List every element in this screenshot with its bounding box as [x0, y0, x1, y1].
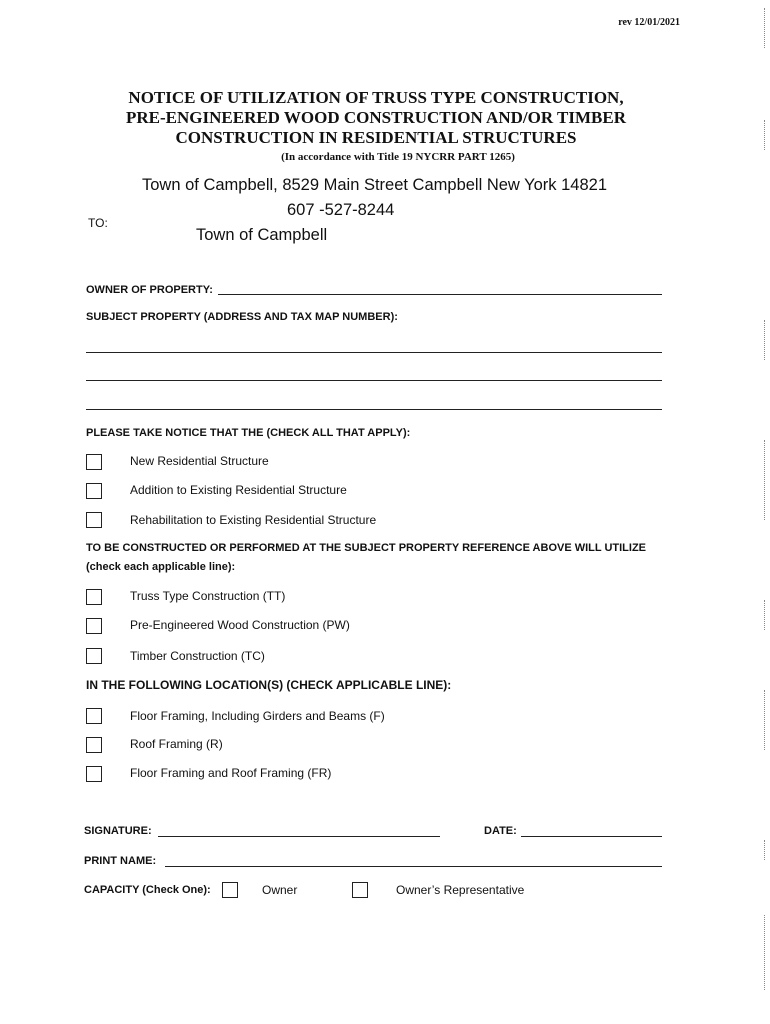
capacity-label: CAPACITY (Check One): — [84, 884, 211, 896]
checkbox-floor-and-roof-framing[interactable] — [86, 766, 102, 782]
checkbox-addition-existing[interactable] — [86, 483, 102, 499]
town-name: Town of Campbell — [196, 226, 328, 244]
subject-property-line-1[interactable] — [86, 352, 662, 353]
option-pre-engineered-wood: Pre-Engineered Wood Construction (PW) — [130, 618, 350, 632]
title-line-1: NOTICE OF UTILIZATION OF TRUSS TYPE CONSTRUCTION, — [128, 88, 624, 107]
town-phone: 607 -527-8244 — [287, 201, 395, 219]
checkbox-rehabilitation[interactable] — [86, 512, 102, 528]
scan-edge-mark — [764, 8, 765, 48]
date-label: DATE: — [484, 825, 517, 837]
revision-date: rev 12/01/2021 — [618, 17, 680, 28]
signature-label: SIGNATURE: — [84, 825, 152, 837]
subject-property-line-2[interactable] — [86, 380, 662, 381]
option-timber: Timber Construction (TC) — [130, 649, 265, 663]
signature-field[interactable] — [158, 836, 440, 837]
scan-edge-mark — [764, 690, 765, 750]
checkbox-floor-framing[interactable] — [86, 708, 102, 724]
option-addition-existing: Addition to Existing Residential Structure — [130, 483, 347, 497]
title-line-3: CONSTRUCTION IN RESIDENTIAL STRUCTURES — [175, 128, 577, 147]
option-rehabilitation: Rehabilitation to Existing Residential Structure — [130, 513, 377, 527]
option-roof-framing: Roof Framing (R) — [130, 737, 223, 751]
owner-of-property-label: OWNER OF PROPERTY: — [86, 284, 213, 296]
option-floor-framing: Floor Framing, Including Girders and Beams (F) — [130, 709, 385, 723]
date-field[interactable] — [521, 836, 662, 837]
subject-property-label: SUBJECT PROPERTY (ADDRESS AND TAX MAP NUMBER): — [86, 311, 398, 323]
checkbox-pre-engineered-wood[interactable] — [86, 618, 102, 634]
scan-edge-mark — [764, 120, 765, 150]
checkbox-new-residential[interactable] — [86, 454, 102, 470]
print-name-label: PRINT NAME: — [84, 855, 157, 867]
checkbox-timber[interactable] — [86, 648, 102, 664]
capacity-representative-label: Owner’s Representative — [396, 883, 525, 897]
scan-edge-mark — [764, 915, 765, 990]
checkbox-capacity-owner[interactable] — [222, 882, 238, 898]
construction-heading-line-1: TO BE CONSTRUCTED OR PERFORMED AT THE SUBJECT PROPERTY REFERENCE ABOVE WILL UTILIZE — [86, 542, 647, 554]
town-address: Town of Campbell, 8529 Main Street Campbell New York 14821 — [142, 176, 608, 194]
option-new-residential: New Residential Structure — [130, 454, 269, 468]
scan-edge-mark — [764, 600, 765, 630]
subject-property-line-3[interactable] — [86, 409, 662, 410]
form-subtitle: (In accordance with Title 19 NYCRR PART 1265) — [281, 151, 515, 163]
print-name-field[interactable] — [165, 866, 662, 867]
checkbox-roof-framing[interactable] — [86, 737, 102, 753]
checkbox-capacity-representative[interactable] — [352, 882, 368, 898]
location-heading: IN THE FOLLOWING LOCATION(S) (CHECK APPLICABLE LINE): — [86, 678, 452, 692]
option-floor-and-roof-framing: Floor Framing and Roof Framing (FR) — [130, 766, 332, 780]
form-title — [0, 88, 752, 148]
scan-edge-mark — [764, 840, 765, 860]
capacity-owner-label: Owner — [262, 883, 298, 897]
scan-edge-mark — [764, 320, 765, 360]
owner-of-property-field[interactable] — [218, 294, 662, 295]
checkbox-truss-type[interactable] — [86, 589, 102, 605]
scan-edge-mark — [764, 440, 765, 520]
construction-heading-line-2: (check each applicable line): — [86, 561, 236, 573]
notice-heading: PLEASE TAKE NOTICE THAT THE (CHECK ALL THAT APPLY): — [86, 427, 411, 439]
option-truss-type: Truss Type Construction (TT) — [130, 589, 286, 603]
to-label: TO: — [88, 216, 108, 230]
title-line-2: PRE-ENGINEERED WOOD CONSTRUCTION AND/OR TIMBER — [126, 108, 626, 127]
